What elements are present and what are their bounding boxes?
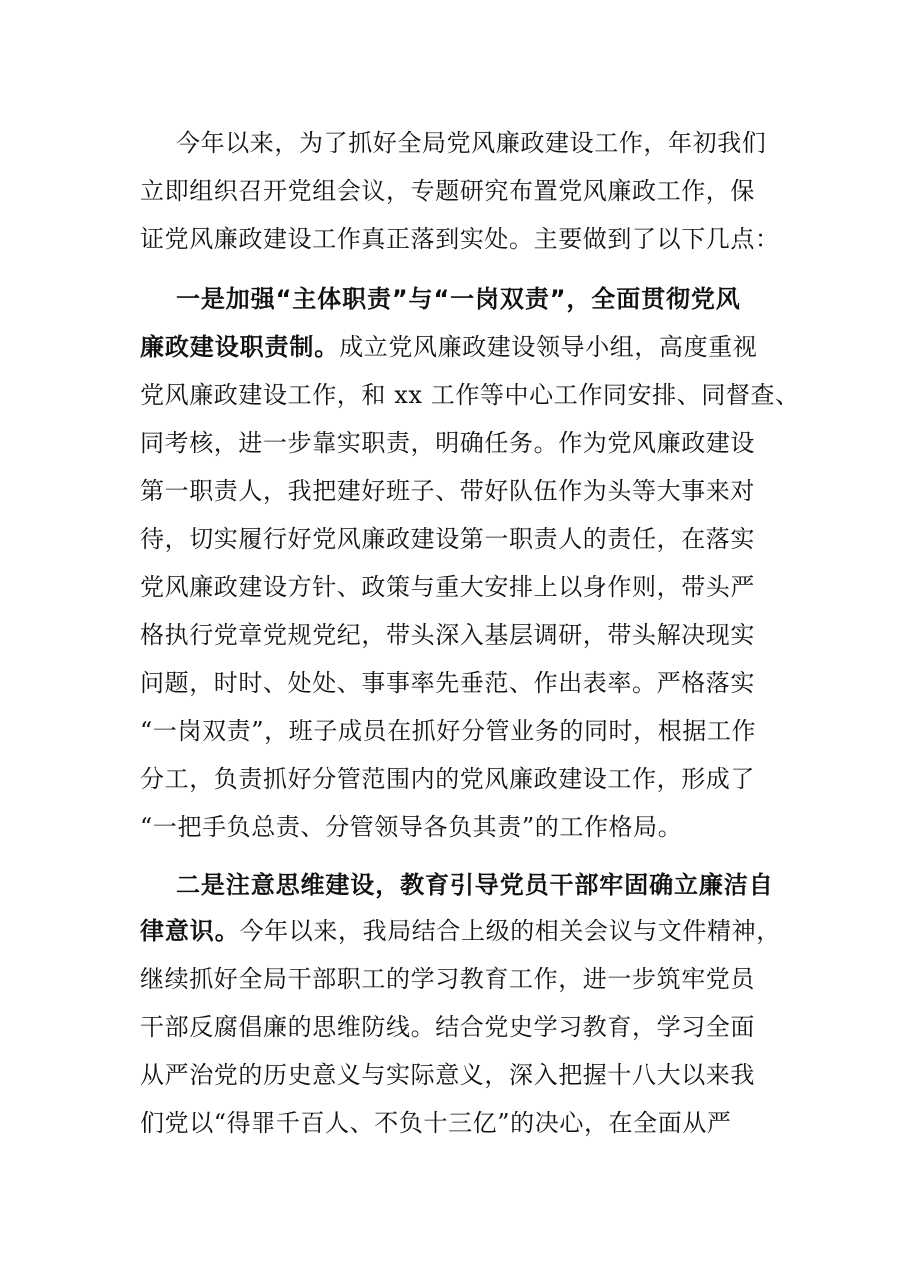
paragraph-3-heading-line-1: 二是注意思维建设，教育引导党员干部牢固确立廉洁自 [176, 871, 774, 899]
paragraph-2-line-12: “一把手负总责、分管领导各负其责”的工作格局。 [140, 813, 683, 841]
paragraph-2-line-6: 待，切实履行好党风廉政建设第一职责人的责任，在落实 [140, 525, 755, 553]
paragraph-2-line-4: 同考核，进一步靠实职责，明确任务。作为党风廉政建设 [140, 429, 755, 457]
paragraph-2-heading-line-2: 廉政建设职责制。 [140, 333, 340, 361]
paragraph-2-line-7: 党风廉政建设方针、政策与重大安排上以身作则，带头严 [140, 573, 755, 601]
paragraph-3-line-6: 们党以“得罪千百人、不负十三亿”的决心，在全面从严 [140, 1109, 732, 1137]
paragraph-2-line-9: 问题，时时、处处、事事率先垂范、作出表率。严格落实 [140, 669, 755, 697]
paragraph-2-line-10: “一岗双责”，班子成员在抓好分管业务的同时，根据工作 [140, 717, 757, 745]
paragraph-3-line-3: 继续抓好全局干部职工的学习教育工作，进一步筑牢党员 [140, 965, 755, 993]
paragraph-1-line-2: 立即组织召开党组会议，专题研究布置党风廉政工作，保 [140, 177, 755, 205]
paragraph-3-heading-line-2: 律意识。 [140, 917, 240, 945]
paragraph-2-line-11: 分工，负责抓好分管范围内的党风廉政建设工作，形成了 [140, 765, 755, 793]
paragraph-2-line-3: 党风廉政建设工作，和 xx 工作等中心工作同安排、同督查、 [140, 381, 800, 409]
paragraph-3-line-2-rest: 今年以来，我局结合上级的相关会议与文件精神， [239, 917, 781, 945]
paragraph-2-line-2-rest: 成立党风廉政建设领导小组，高度重视 [339, 333, 758, 361]
paragraph-1-line-1: 今年以来，为了抓好全局党风廉政建设工作，年初我们 [176, 129, 767, 157]
paragraph-3-line-2 [140, 916, 781, 946]
paragraph-2-heading-line-1: 一是加强“主体职责”与“一岗双责”，全面贯彻党风 [176, 285, 741, 313]
paragraph-1-line-3: 证党风廉政建设工作真正落到实处。主要做到了以下几点： [140, 225, 780, 253]
paragraph-3-line-5: 从严治党的历史意义与实际意义，深入把握十八大以来我 [140, 1061, 755, 1089]
paragraph-2-line-2 [140, 332, 757, 362]
paragraph-2-line-5: 第一职责人，我把建好班子、带好队伍作为头等大事来对 [140, 477, 755, 505]
paragraph-3-line-4: 干部反腐倡廉的思维防线。结合党史学习教育，学习全面 [140, 1013, 755, 1041]
paragraph-2-line-8: 格执行党章党规党纪，带头深入基层调研，带头解决现实 [140, 621, 755, 649]
